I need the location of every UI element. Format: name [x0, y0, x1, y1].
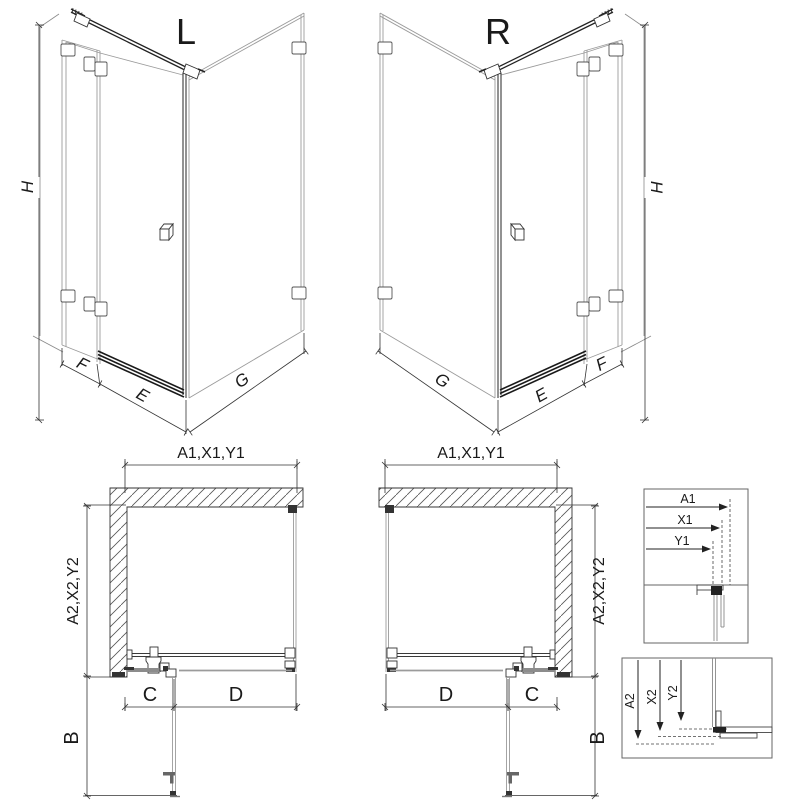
plan-side-glass	[294, 509, 297, 672]
view-title-left: L	[175, 11, 197, 52]
plan-corner-hardware	[285, 661, 295, 668]
plan-door-handle	[163, 772, 175, 784]
detail-x2-label: X2	[645, 689, 659, 705]
plan-right-depth-label: A2,X2,Y2	[591, 557, 608, 625]
fixed-glass-panel	[62, 40, 100, 360]
detail-a1-label: A1	[680, 492, 696, 506]
plan-left-walls	[110, 488, 303, 677]
detail-x1-label: X1	[677, 513, 693, 527]
detail-box-depth-profile	[622, 658, 772, 758]
dim-label-height-right: H	[647, 180, 666, 194]
plan-left-fixed-label: C	[142, 684, 158, 706]
isometric-enclosure-art	[33, 8, 308, 436]
plan-right-swing-label: B	[587, 731, 609, 745]
detail-y1-label: Y1	[674, 534, 690, 548]
detail-box-width-profile	[644, 489, 748, 643]
dim-label-side-right: G	[431, 368, 454, 393]
dim-label-door-left: E	[133, 384, 153, 407]
plan-left-depth-label: A2,X2,Y2	[65, 557, 82, 625]
dim-label-side-left: G	[230, 368, 253, 393]
plan-wall-end-profile	[112, 672, 125, 677]
plan-wall-profile-dark	[124, 667, 134, 670]
plan-right-width-label: A1,X1,Y1	[437, 445, 505, 462]
detail-y2-label: Y2	[666, 685, 680, 701]
dim-label-fixed-right: F	[592, 353, 611, 375]
plan-right-fixed-label: C	[524, 684, 540, 706]
dim-label-fixed-left: F	[73, 353, 92, 375]
plan-left-width-label: A1,X1,Y1	[177, 445, 245, 462]
corner-post	[183, 73, 189, 398]
dim-label-door-right: E	[531, 384, 551, 407]
dim-label-height-left: H	[18, 180, 37, 194]
plan-left-door-label: D	[228, 684, 244, 706]
side-glass-panel	[189, 13, 304, 398]
door-hinges	[84, 57, 107, 316]
dim-height	[35, 22, 44, 423]
wall-edge-lines	[33, 14, 63, 352]
isometric-enclosure-art-right	[376, 8, 651, 436]
plan-door-foot	[170, 791, 176, 795]
plan-right-walls	[379, 488, 572, 677]
plan-door-pivot	[160, 663, 176, 677]
plan-left-swing-label: B	[61, 731, 83, 745]
detail-a2-label: A2	[623, 693, 637, 709]
door-glass-panel	[97, 50, 183, 364]
door-handle-knob	[160, 224, 173, 240]
plan-corner-bracket-top	[288, 505, 297, 513]
plan-right-door-label: D	[438, 684, 454, 706]
view-title-right: R	[485, 11, 511, 52]
